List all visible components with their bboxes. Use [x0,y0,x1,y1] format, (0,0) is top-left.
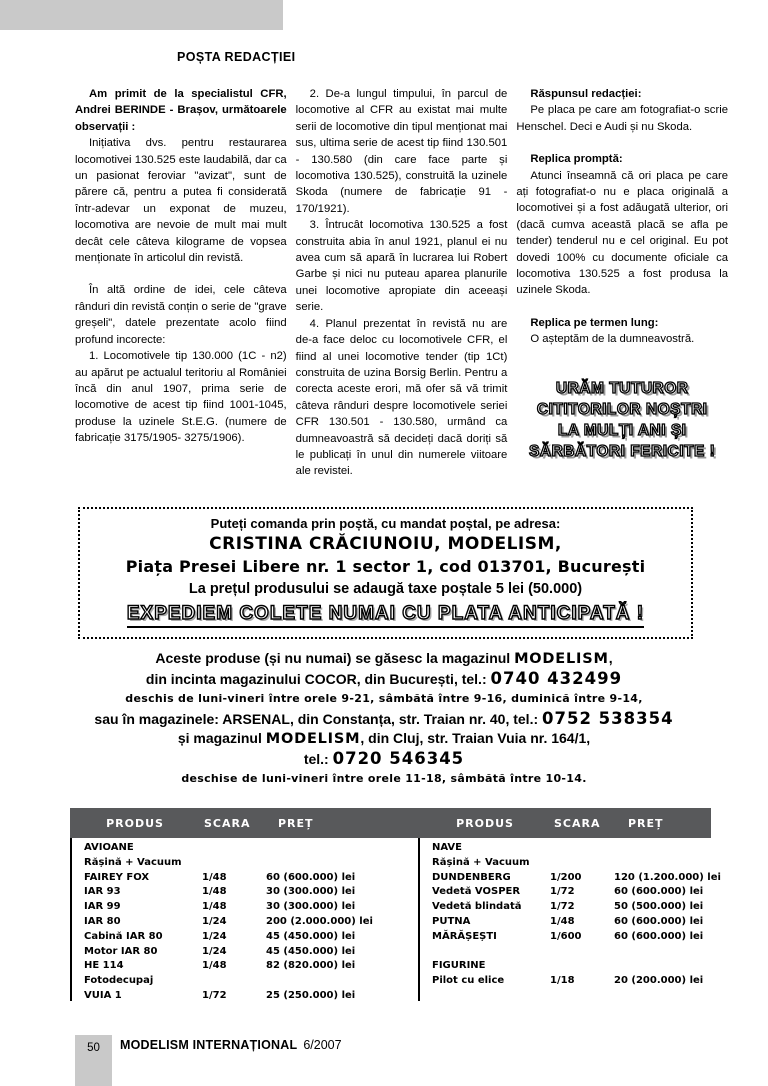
greeting-line: LA MULȚI ANI ȘI [557,421,687,439]
column-header-scara: SCARA [554,816,601,830]
top-gray-bar [0,0,283,30]
letter-columns [75,86,728,480]
cell-price: 60 (600.000) lei [266,871,356,883]
shop-text: sau în magazinele: ARSENAL, din Constanța, str. Traian nr. 40, tel.: [94,711,543,727]
shop-text: tel.: [303,751,333,767]
order-instruction: Puteți comanda prin poștă, cu mandat poștal, pe adresa: [210,516,561,531]
paragraph: 3. Întrucât locomotiva 130.525 a fost construita abia în anul 1921, planul ei nu avea cum să apară în lucrarea lui Robert Garbe și nici nu puteau aparea planurile unei locomotive apropiate din aceeași serie. [295,219,508,314]
mail-order-box [78,507,693,639]
cell-price: 82 (820.000) lei [266,960,356,972]
letter-intro: Am primit de la specialistul CFR, Andrei BERINDE - Brașov, următoarele observații : [75,88,287,133]
issue-number: 6/2007 [303,1038,342,1052]
table-row [420,930,707,945]
cell-scale: 1/48 [202,901,227,913]
cell-price: 120 (1.200.000) lei [614,871,721,883]
footer-title [120,1038,342,1052]
reply-heading: Răspunsul redacției: [530,88,642,100]
cell-name: IAR 99 [84,901,121,913]
greeting-line: URĂM TUTUROR [555,379,689,397]
cell-name: Rășină + Vacuum [84,856,182,868]
table-row [72,841,418,856]
cell-scale [550,945,614,960]
shop-line-6 [34,750,734,768]
header-left-half [70,808,420,838]
cell-name: MĂRĂȘEȘTI [432,930,497,942]
cell-price [266,974,418,989]
cell-scale [550,959,614,974]
shop-name: MODELISM [514,651,609,667]
cell-name: FIGURINE [432,960,486,972]
cell-scale [202,841,266,856]
cell-scale: 1/24 [202,945,227,957]
cell-price [614,841,707,856]
price-table-header [70,808,711,838]
shop-text: și magazinul [177,730,266,746]
column-1 [75,86,287,480]
paragraph: Atunci înseamnă că ori placa pe care ați fotografiat-o nu e placa originală a locomotivei și a fost adăugată ulterior, ori (dacă cumva această placă se afla pe tender) tenderul nu e cel original. Eu pot dovedi 100% cu documente oficiale ca locomotiva 130.525 a fost produsa la uzinele Skoda. [516,169,729,297]
cell-name: Fotodecupaj [84,975,154,987]
order-address: Piața Presei Libere nr. 1 sector 1, cod 013701, București [125,557,646,576]
paragraph: 4. Planul prezentat în revistă nu are de-a face deloc cu locomotivele CFR, el fiind al unei locomotive tender (tip 1Ct) construita de uzina Borsig Berlin. Pentru a corecta aceste erori, mă ofer să vă trimit câteva rânduri despre locomotivele seriei CFR 130.501 - 130.580, urmând ca dumneavoastră să decideți dacă doriți să le publicați în unul din numerele viitoare ale revistei. [295,317,508,478]
cell-price [614,856,707,871]
cell-scale: 1/48 [202,960,227,972]
cell-price: 60 (600.000) lei [614,915,704,927]
cell-scale [202,974,266,989]
cell-price [614,959,707,974]
cell-name: HE 114 [84,960,124,972]
cell-name: PUTNA [432,915,471,927]
table-row [420,900,707,915]
cell-name: VUIA 1 [84,989,122,1001]
cell-scale: 1/200 [550,871,582,883]
cell-scale: 1/72 [202,989,227,1001]
price-table [70,808,721,1001]
magazine-title: MODELISM INTERNAȚIONAL [120,1038,298,1052]
cell-price: 200 (2.000.000) lei [266,915,373,927]
cell-price: 45 (450.000) lei [266,930,356,942]
shop-text: Aceste produse (și nu numai) se găsesc la magazinul [155,650,515,666]
cell-price: 20 (200.000) lei [614,975,704,987]
cell-price: 60 (600.000) lei [614,930,704,942]
table-row [420,945,707,960]
shop-text: , din Cluj, str. Traian Vuia nr. 164/1, [360,730,591,746]
shop-line-1 [34,650,734,668]
page-number: 50 [87,1042,100,1054]
cell-name: Motor IAR 80 [84,945,158,957]
phone-number: 0720 546345 [332,749,465,768]
cell-scale [550,856,614,871]
cell-price [266,856,418,871]
shop-line-5 [34,730,734,748]
cell-name: Pilot cu elice [432,975,505,987]
table-left-half [70,838,418,1001]
cell-name: DUNDENBERG [432,871,511,883]
reply-heading: Replica promptă: [530,153,623,166]
header-right-half [420,808,711,838]
cell-name [432,945,550,960]
cell-scale: 1/24 [202,915,227,927]
cell-name: Cabină IAR 80 [84,930,163,942]
table-row [72,945,418,960]
table-right-half [418,838,721,1001]
table-row [72,930,418,945]
table-row [72,974,418,989]
table-row [72,871,418,886]
paragraph: 1. Locomotivele tip 130.000 (1C - n2) au apărut pe actualul teritoriu al României încă din anul 1907, prima serie de locomotive de acest tip fiind 1001-1045, produse la uzinele St.E.G. (numere de fabricație 3175/1905- 3275/1906). [75,350,287,445]
paragraph: 2. De-a lungul timpului, în parcul de locomotive al CFR au existat mai multe serii de locomotive din tipul menționat mai sus, ultima serie de acest tip fiind 130.501 - 130.580 (din care face parte și locomotiva 130.525), construită la uzinele Skoda (numere de fabricație 91 - 170/1921). [295,88,508,215]
cell-price: 50 (500.000) lei [614,901,704,913]
shipping-notice [82,603,689,628]
table-row [72,900,418,915]
cell-price [266,841,418,856]
table-row [420,885,707,900]
table-row [420,871,721,886]
section-title: POȘTA REDACȚIEI [177,50,296,64]
greeting-line: CITITORILOR NOȘTRI [536,400,708,418]
cell-name: Vedetă blindată [432,901,522,913]
order-recipient: CRISTINA CRĂCIUNOIU, MODELISM, [209,534,562,554]
column-header-pret: PREȚ [278,816,314,830]
shop-hours-2: deschise de luni-vineri între orele 11-18, sâmbătă între 10-14. [181,772,587,785]
shipping-notice-text: EXPEDIEM COLETE NUMAI CU PLATA ANTICIPATĂ ! [127,603,644,628]
cell-name: IAR 80 [84,915,121,927]
cell-scale: 1/72 [550,901,575,913]
phone-number: 0740 432499 [490,669,623,688]
shop-line-4 [34,710,734,728]
page-number-box [75,1035,112,1086]
table-row [72,989,418,1004]
phone-number: 0752 538354 [542,709,674,728]
shop-line-2 [34,670,734,688]
cell-name: Rășină + Vacuum [432,856,530,868]
cell-scale: 1/48 [202,871,227,883]
cell-name: AVIOANE [84,842,134,853]
cell-scale: 1/72 [550,886,575,898]
cell-scale: 1/24 [202,930,227,942]
paragraph: Pe placa pe care am fotografiat-o scrie Henschel. Deci e Audi și nu Skoda. [516,104,729,133]
shop-text: din incinta magazinului COCOR, din București, tel.: [145,671,491,687]
column-header-produs: PRODUS [106,816,164,830]
cell-scale: 1/18 [550,975,575,987]
shop-hours-1: deschis de luni-vineri între orele 9-21, sâmbătă între 9-16, duminică între 9-14, [125,692,643,705]
cell-scale: 1/48 [202,886,227,898]
paragraph: În altă ordine de idei, cele câteva rânduri din revistă conțin o serie de "grave greșeli", datele prezentate acolo fiind profund incorecte: [75,284,287,346]
cell-price: 30 (300.000) lei [266,886,356,898]
column-header-produs: PRODUS [456,816,514,830]
column-header-pret: PREȚ [628,816,664,830]
cell-price: 60 (600.000) lei [614,886,704,898]
cell-price: 45 (450.000) lei [266,945,356,957]
price-table-body [70,838,721,1001]
shop-name: MODELISM [265,731,361,747]
cell-name: IAR 93 [84,886,121,898]
postal-fee-note: La prețul produsului se adaugă taxe poștale 5 lei (50.000) [188,581,583,597]
cell-name: NAVE [432,842,462,853]
table-row [420,974,707,989]
shops-info [34,650,734,790]
paragraph: O așteptăm de la dumneavostră. [530,333,695,346]
holiday-greeting [516,378,728,462]
cell-scale [550,841,614,856]
cell-price [614,945,707,960]
column-2 [296,86,508,480]
shop-text: , [608,650,613,666]
table-row [72,885,418,900]
cell-name: FAIREY FOX [84,871,150,883]
table-row [72,959,418,974]
cell-scale: 1/48 [550,915,575,927]
paragraph: Inițiativa dvs. pentru restaurarea locomotivei 130.525 este laudabilă, dar ca un pasionat feroviar "avizat", sunt de părere că, pentru a putea fi considerată într-adevar un exponat de muzeu, locomotiva are nevoie de mult mai mult decât cele câteva kilograme de vopsea menționate în articolul din revistă. [75,137,287,265]
cell-price: 30 (300.000) lei [266,901,356,913]
table-row [420,959,707,974]
greeting-line: SĂRBĂTORI FERICITE ! [529,442,716,460]
cell-scale: 1/600 [550,930,582,942]
cell-scale [202,856,266,871]
cell-name: Vedetă VOSPER [432,886,521,898]
table-row [72,915,418,930]
table-row [420,915,707,930]
table-row [420,841,707,856]
column-3 [516,86,728,480]
reply-heading: Replica pe termen lung: [530,316,659,329]
cell-price: 25 (250.000) lei [266,989,356,1001]
column-header-scara: SCARA [204,816,251,830]
table-row [420,856,707,871]
table-row [72,856,418,871]
